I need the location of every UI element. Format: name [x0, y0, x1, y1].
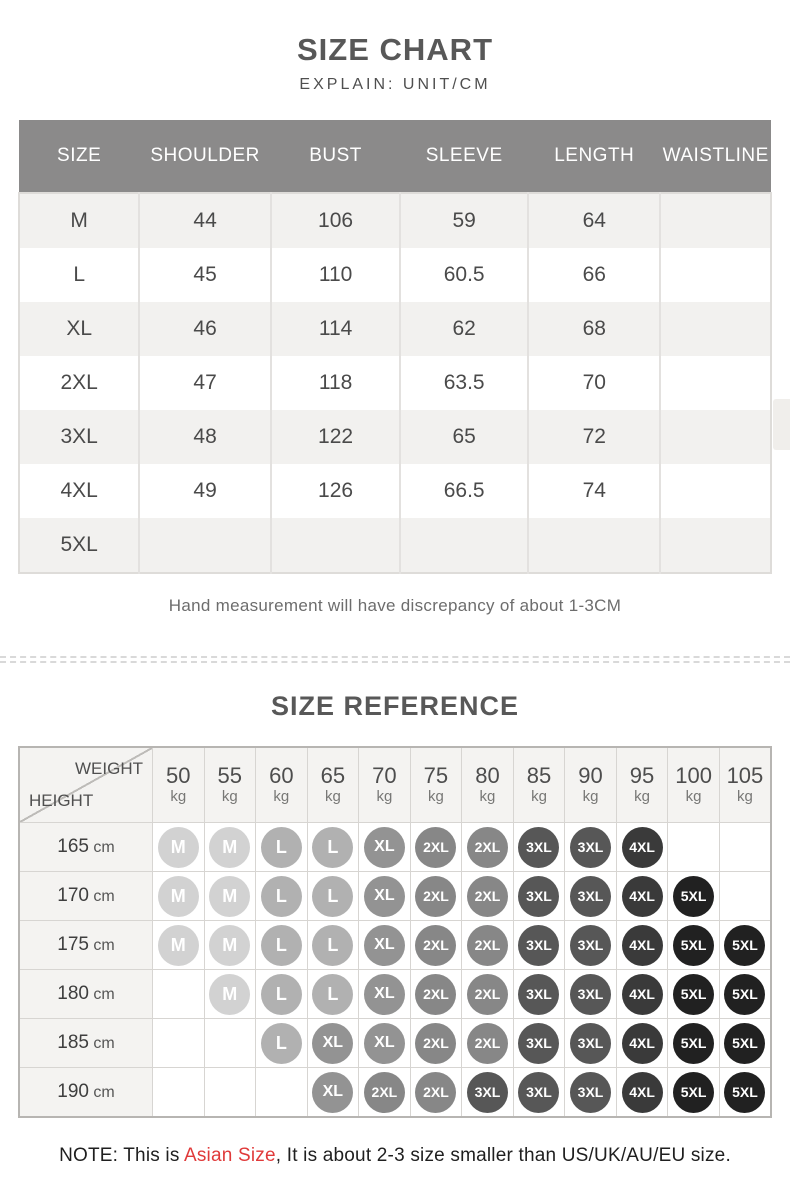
- size-reference-cell: [153, 823, 205, 872]
- size-chart-cell: 3XL: [60, 425, 98, 448]
- size-badge: 3XL: [570, 827, 611, 868]
- weight-value: 100: [675, 763, 712, 788]
- size-chart-row: [19, 518, 771, 573]
- size-chart-cell: 70: [528, 356, 660, 410]
- size-reference-row: [19, 872, 771, 921]
- weight-value: 60: [269, 763, 294, 788]
- weight-unit: kg: [324, 788, 341, 805]
- size-chart-cell: 74: [528, 464, 660, 518]
- size-reference-cell: [462, 1068, 514, 1118]
- size-reference-row: [19, 823, 771, 872]
- height-row-header: [19, 1068, 153, 1118]
- size-reference-cell: [719, 1068, 771, 1118]
- weight-column-header: [462, 747, 514, 823]
- weight-value: 70: [372, 763, 397, 788]
- weight-value: 95: [629, 763, 655, 788]
- size-badge: 2XL: [415, 1023, 456, 1064]
- size-reference-cell: [359, 1068, 411, 1118]
- dashed-divider: [0, 656, 790, 663]
- size-badge: 3XL: [570, 974, 611, 1015]
- size-badge: 2XL: [467, 827, 508, 868]
- size-reference-cell: [204, 823, 256, 872]
- height-unit: cm: [88, 1084, 115, 1101]
- size-badge: 4XL: [622, 1072, 663, 1113]
- height-unit: cm: [88, 888, 115, 905]
- size-reference-cell: [153, 921, 205, 970]
- height-unit: cm: [88, 986, 115, 1003]
- size-badge: L: [261, 827, 302, 868]
- weight-unit: kg: [273, 788, 290, 805]
- size-chart-cell: 64: [528, 193, 660, 248]
- size-badge: 3XL: [518, 925, 559, 966]
- size-reference-cell: [307, 872, 359, 921]
- size-reference-cell: [410, 872, 462, 921]
- size-reference-cell: [668, 970, 720, 1019]
- weight-value: 55: [217, 763, 243, 788]
- height-unit: cm: [88, 937, 115, 954]
- weight-unit: kg: [685, 788, 702, 805]
- size-badge: 5XL: [724, 925, 765, 966]
- size-badge: 5XL: [673, 876, 714, 917]
- size-reference-cell: [153, 1019, 205, 1068]
- size-reference-cell: [256, 970, 308, 1019]
- size-badge: 5XL: [673, 1072, 714, 1113]
- size-reference-cell: [359, 921, 411, 970]
- size-badge: 3XL: [518, 876, 559, 917]
- size-badge: M: [209, 925, 250, 966]
- size-badge: L: [312, 876, 353, 917]
- height-row-header: [19, 1019, 153, 1068]
- size-reference-cell: [307, 970, 359, 1019]
- size-reference-cell: [513, 921, 565, 970]
- weight-column-header: [513, 747, 565, 823]
- size-reference-title: SIZE REFERENCE: [270, 691, 520, 721]
- size-reference-cell: [616, 1068, 668, 1118]
- weight-value: 105: [726, 763, 764, 788]
- size-reference-cell: [256, 921, 308, 970]
- size-badge: L: [312, 827, 353, 868]
- size-reference-row: [19, 921, 771, 970]
- size-reference-cell: [616, 1019, 668, 1068]
- size-reference-cell: [410, 970, 462, 1019]
- height-value: 185: [57, 1032, 89, 1053]
- weight-unit: kg: [376, 788, 393, 805]
- size-badge: 4XL: [622, 974, 663, 1015]
- size-chart-column-header: LENGTH: [528, 120, 660, 193]
- size-badge: 2XL: [467, 974, 508, 1015]
- footer-note-suffix: , It is about 2-3 size smaller than US/UK/AU/EU size.: [275, 1145, 731, 1166]
- size-badge: L: [261, 876, 302, 917]
- size-badge: 2XL: [415, 974, 456, 1015]
- size-reference-cell: [513, 872, 565, 921]
- size-badge: XL: [364, 827, 405, 868]
- size-chart-table: [18, 120, 772, 574]
- weight-column-header: [256, 747, 308, 823]
- size-chart-row: [19, 410, 771, 464]
- size-reference-cell: [462, 1019, 514, 1068]
- size-chart-cell: 46: [139, 302, 271, 356]
- size-reference-cell: [307, 823, 359, 872]
- size-reference-cell: [256, 1019, 308, 1068]
- size-chart-cell: 4XL: [60, 479, 98, 502]
- size-reference-cell: [565, 872, 617, 921]
- size-chart-cell: 72: [528, 410, 660, 464]
- size-chart-column-header: SIZE: [19, 120, 139, 193]
- page-subtitle: EXPLAIN: UNIT/CM: [299, 76, 491, 93]
- size-reference-row: [19, 970, 771, 1019]
- size-chart-cell: 48: [139, 410, 271, 464]
- weight-value: 90: [578, 763, 603, 788]
- size-badge: 4XL: [622, 876, 663, 917]
- height-value: 190: [57, 1081, 89, 1102]
- footer-note-highlight: Asian Size: [183, 1145, 276, 1166]
- size-chart-cell: XL: [66, 317, 92, 340]
- size-chart-cell: [660, 302, 771, 356]
- weight-unit: kg: [531, 788, 547, 805]
- size-reference-cell: [153, 1068, 205, 1118]
- weight-unit: kg: [582, 788, 599, 805]
- weight-column-header: [204, 747, 256, 823]
- size-badge: L: [312, 925, 353, 966]
- weight-column-header: [719, 747, 771, 823]
- height-row-header: [19, 921, 153, 970]
- size-reference-cell: [616, 872, 668, 921]
- size-chart-row: [19, 193, 771, 248]
- size-chart-cell: L: [73, 263, 85, 286]
- size-reference-cell: [668, 823, 720, 872]
- size-chart-cell: 49: [139, 464, 271, 518]
- size-chart-column-header: BUST: [271, 120, 400, 193]
- size-reference-cell: [359, 1019, 411, 1068]
- weight-column-header: [668, 747, 720, 823]
- size-badge: L: [261, 925, 302, 966]
- weight-value: 50: [166, 763, 191, 788]
- weight-column-header: [616, 747, 668, 823]
- size-chart-row: [19, 248, 771, 302]
- size-badge: L: [261, 974, 302, 1015]
- size-badge: XL: [364, 925, 405, 966]
- size-reference-cell: [565, 1019, 617, 1068]
- size-badge: 4XL: [622, 827, 663, 868]
- size-reference-cell: [256, 1068, 308, 1118]
- size-badge: XL: [364, 876, 405, 917]
- size-chart-row: [19, 464, 771, 518]
- size-reference-cell: [462, 970, 514, 1019]
- size-chart-cell: 114: [271, 302, 400, 356]
- size-chart-column-header: SHOULDER: [139, 120, 271, 193]
- weight-unit: kg: [634, 788, 650, 805]
- size-chart-column-header: SLEEVE: [400, 120, 528, 193]
- size-badge: 5XL: [673, 1023, 714, 1064]
- size-reference-cell: [616, 970, 668, 1019]
- weight-label: WEIGHT: [75, 759, 143, 778]
- size-reference-cell: [719, 872, 771, 921]
- size-chart-cell: M: [70, 209, 88, 232]
- size-reference-cell: [513, 1068, 565, 1118]
- size-badge: 3XL: [570, 876, 611, 917]
- height-unit: cm: [88, 839, 115, 856]
- size-badge: 5XL: [673, 925, 714, 966]
- size-reference-cell: [719, 921, 771, 970]
- size-badge: XL: [312, 1023, 353, 1064]
- height-row-header: [19, 823, 153, 872]
- size-reference-cell: [668, 921, 720, 970]
- scrollbar-thumb[interactable]: [773, 399, 790, 450]
- size-chart-row: [19, 302, 771, 356]
- size-badge: 2XL: [415, 876, 456, 917]
- size-badge: 2XL: [467, 1023, 508, 1064]
- size-reference-cell: [719, 970, 771, 1019]
- size-badge: 3XL: [518, 1023, 559, 1064]
- size-badge: 2XL: [467, 876, 508, 917]
- size-badge: 2XL: [415, 1072, 456, 1113]
- weight-unit: kg: [170, 788, 187, 805]
- size-reference-cell: [204, 1019, 256, 1068]
- size-reference-cell: [719, 1019, 771, 1068]
- size-chart-cell: [660, 248, 771, 302]
- height-value: 165: [57, 836, 89, 857]
- size-chart-cell: 65: [400, 410, 528, 464]
- weight-column-header: [153, 747, 205, 823]
- size-chart-cell: 45: [139, 248, 271, 302]
- weight-value: 75: [423, 763, 449, 788]
- height-row-header: [19, 872, 153, 921]
- size-reference-cell: [668, 1068, 720, 1118]
- size-reference-cell: [668, 872, 720, 921]
- size-reference-cell: [359, 872, 411, 921]
- size-reference-cell: [256, 872, 308, 921]
- size-badge: 4XL: [622, 1023, 663, 1064]
- size-reference-cell: [204, 970, 256, 1019]
- size-badge: 2XL: [467, 925, 508, 966]
- size-reference-cell: [204, 872, 256, 921]
- size-badge: 5XL: [673, 974, 714, 1015]
- size-badge: M: [158, 827, 199, 868]
- size-badge: L: [312, 974, 353, 1015]
- height-row-header: [19, 970, 153, 1019]
- weight-unit: kg: [479, 788, 496, 805]
- size-chart-cell: [660, 518, 771, 573]
- size-reference-cell: [616, 921, 668, 970]
- weight-column-header: [307, 747, 359, 823]
- size-chart-cell: 5XL: [60, 533, 98, 556]
- size-reference-row: [19, 1019, 771, 1068]
- size-reference-cell: [410, 1068, 462, 1118]
- size-badge: 3XL: [570, 1072, 611, 1113]
- size-reference-cell: [204, 1068, 256, 1118]
- size-reference-cell: [565, 823, 617, 872]
- height-label: HEIGHT: [29, 791, 94, 810]
- height-value: 175: [57, 934, 89, 955]
- size-chart-cell: 66: [528, 248, 660, 302]
- size-badge: M: [158, 876, 199, 917]
- size-chart-cell: 44: [139, 193, 271, 248]
- measurement-note: Hand measurement will have discrepancy of about 1-3CM: [168, 596, 622, 615]
- size-badge: 2XL: [415, 827, 456, 868]
- height-unit: cm: [88, 1035, 115, 1052]
- size-badge: XL: [312, 1072, 353, 1113]
- size-chart-cell: 110: [271, 248, 400, 302]
- size-badge: 4XL: [622, 925, 663, 966]
- size-badge: L: [261, 1023, 302, 1064]
- size-badge: 2XL: [364, 1072, 405, 1113]
- weight-height-corner-cell: [19, 747, 153, 823]
- size-chart-cell: 62: [400, 302, 528, 356]
- size-reference-cell: [719, 823, 771, 872]
- size-badge: XL: [364, 974, 405, 1015]
- size-reference-cell: [513, 1019, 565, 1068]
- size-reference-cell: [307, 921, 359, 970]
- size-reference-row: [19, 1068, 771, 1118]
- size-chart-cell: 59: [400, 193, 528, 248]
- size-reference-cell: [513, 970, 565, 1019]
- size-reference-cell: [256, 823, 308, 872]
- weight-column-header: [359, 747, 411, 823]
- size-reference-cell: [565, 921, 617, 970]
- size-badge: 3XL: [467, 1072, 508, 1113]
- page-title: SIZE CHART: [297, 32, 493, 67]
- size-reference-cell: [462, 872, 514, 921]
- size-reference-cell: [565, 1068, 617, 1118]
- weight-unit: kg: [737, 788, 753, 805]
- size-badge: 5XL: [724, 1023, 765, 1064]
- size-badge: 3XL: [518, 1072, 559, 1113]
- size-chart-header: [19, 120, 771, 193]
- size-chart-cell: 60.5: [400, 248, 528, 302]
- size-reference-cell: [565, 970, 617, 1019]
- footer-note: [0, 1145, 790, 1167]
- size-chart-cell: 66.5: [400, 464, 528, 518]
- size-chart-cell: 118: [271, 356, 400, 410]
- size-chart-cell: 68: [528, 302, 660, 356]
- size-badge: 2XL: [415, 925, 456, 966]
- size-badge: 3XL: [518, 974, 559, 1015]
- weight-column-header: [410, 747, 462, 823]
- size-chart-cell: 106: [271, 193, 400, 248]
- size-reference-cell: [410, 823, 462, 872]
- size-badge: M: [158, 925, 199, 966]
- size-chart-cell: 2XL: [60, 371, 98, 394]
- size-badge: M: [209, 974, 250, 1015]
- size-chart-cell: [660, 193, 771, 248]
- size-reference-cell: [616, 823, 668, 872]
- footer-note-prefix: NOTE: This is: [59, 1145, 184, 1166]
- size-chart-cell: [660, 356, 771, 410]
- size-badge: M: [209, 876, 250, 917]
- size-chart-cell: [139, 518, 271, 573]
- size-reference-cell: [359, 970, 411, 1019]
- size-chart-cell: [660, 410, 771, 464]
- size-chart-cell: [528, 518, 660, 573]
- height-value: 180: [57, 983, 89, 1004]
- size-chart-row: [19, 356, 771, 410]
- size-reference-cell: [153, 872, 205, 921]
- size-badge: XL: [364, 1023, 405, 1064]
- weight-unit: kg: [428, 788, 444, 805]
- size-badge: 3XL: [570, 1023, 611, 1064]
- size-reference-cell: [513, 823, 565, 872]
- weight-column-header: [565, 747, 617, 823]
- weight-value: 65: [320, 763, 346, 788]
- weight-value: 85: [526, 763, 552, 788]
- size-badge: M: [209, 827, 250, 868]
- size-chart-cell: 47: [139, 356, 271, 410]
- size-reference-cell: [153, 970, 205, 1019]
- weight-value: 80: [475, 763, 500, 788]
- weight-unit: kg: [221, 788, 238, 805]
- size-reference-cell: [462, 823, 514, 872]
- size-reference-table: [18, 746, 772, 1118]
- size-chart-cell: 63.5: [400, 356, 528, 410]
- size-badge: 5XL: [724, 974, 765, 1015]
- height-value: 170: [57, 885, 89, 906]
- size-reference-cell: [668, 1019, 720, 1068]
- size-reference-cell: [410, 921, 462, 970]
- size-chart-cell: [660, 464, 771, 518]
- size-reference-cell: [204, 921, 256, 970]
- size-chart-cell: 122: [271, 410, 400, 464]
- size-reference-cell: [462, 921, 514, 970]
- size-chart-cell: [400, 518, 528, 573]
- size-badge: 5XL: [724, 1072, 765, 1113]
- size-reference-cell: [307, 1019, 359, 1068]
- size-chart-cell: 126: [271, 464, 400, 518]
- size-badge: 3XL: [570, 925, 611, 966]
- size-chart-cell: [271, 518, 400, 573]
- size-reference-cell: [410, 1019, 462, 1068]
- size-reference-cell: [359, 823, 411, 872]
- size-reference-cell: [307, 1068, 359, 1118]
- size-chart-column-header: WAISTLINE: [660, 120, 771, 193]
- size-badge: 3XL: [518, 827, 559, 868]
